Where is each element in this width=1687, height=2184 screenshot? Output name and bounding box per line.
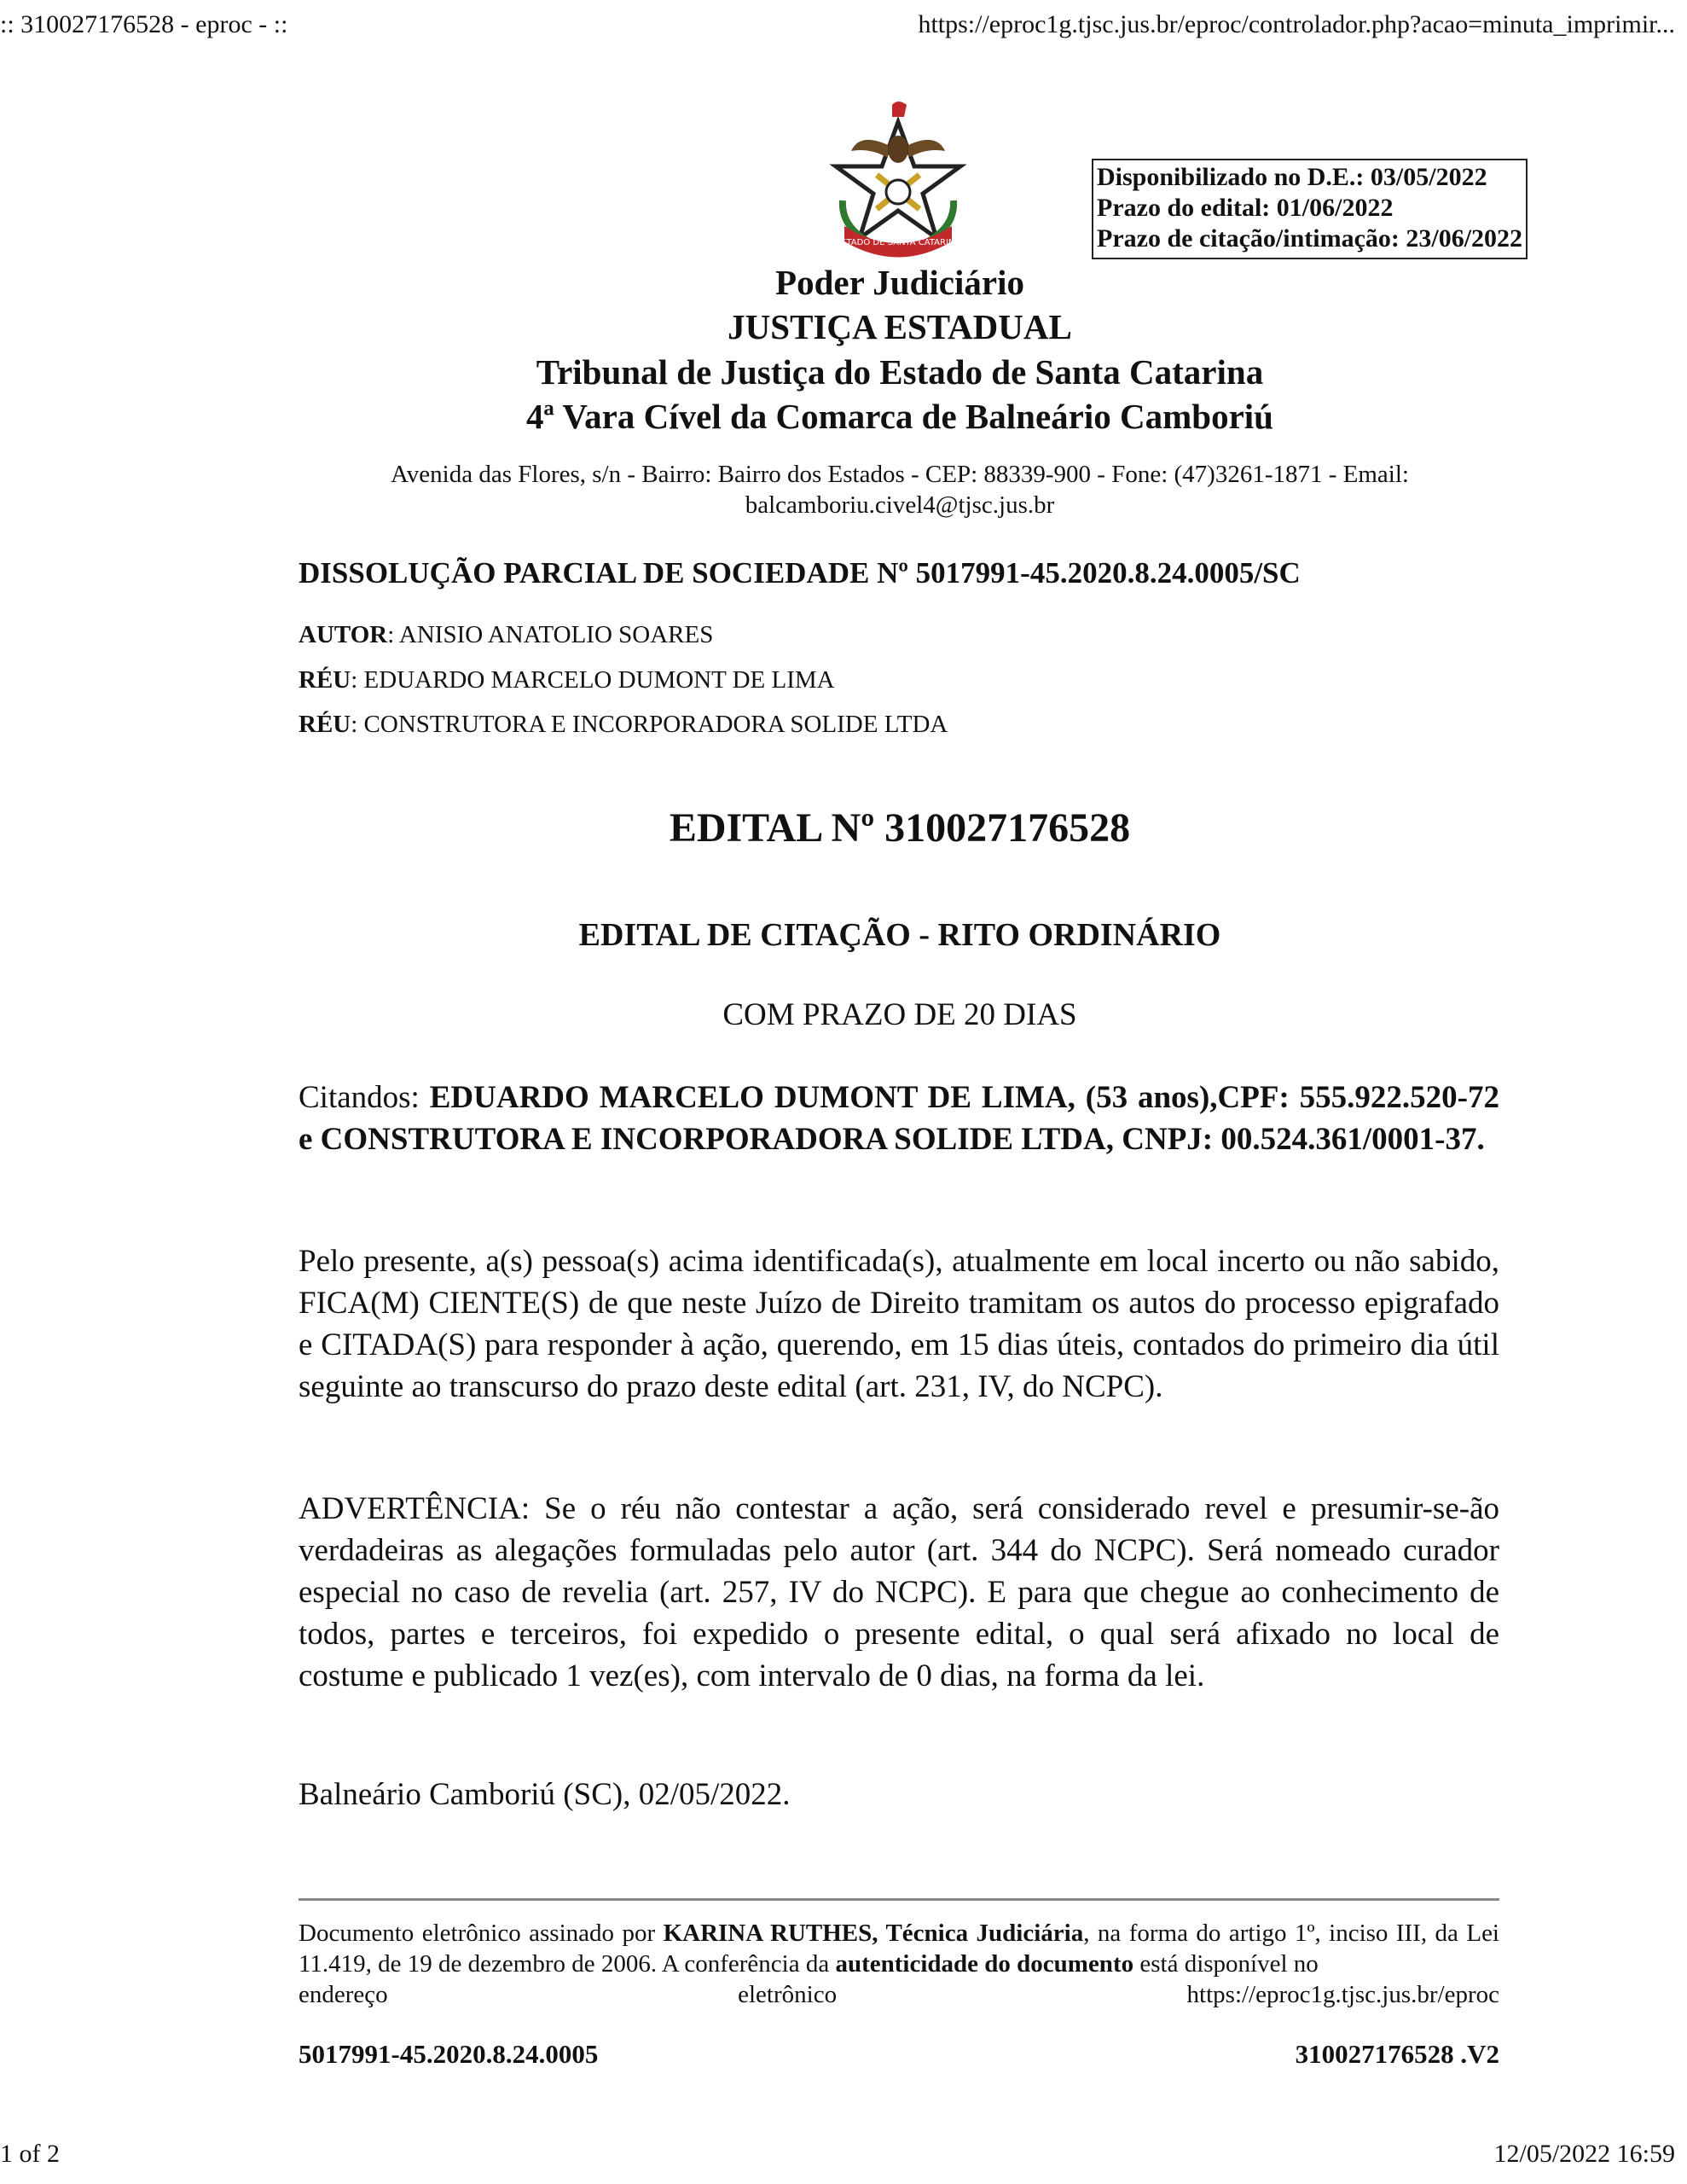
party-role: RÉU (299, 666, 351, 694)
party-name: : CONSTRUTORA E INCORPORADORA SOLIDE LTDA (351, 711, 948, 738)
heading-line-3: Tribunal de Justiça do Estado de Santa Catarina (536, 352, 1264, 392)
availability-date: Disponibilizado no D.E.: 03/05/2022 (1097, 163, 1487, 191)
process-title: DISSOLUÇÃO PARCIAL DE SOCIEDADE Nº 5017991-45.2020.8.24.0005/SC (299, 556, 1301, 590)
citandos-paragraph (299, 1077, 1499, 1160)
party-name: : ANISIO ANATOLIO SOARES (387, 621, 714, 648)
citation-deadline: Prazo de citação/intimação: 23/06/2022 (1097, 224, 1523, 253)
print-header-title: :: 310027176528 - eproc - :: (0, 10, 288, 38)
document-version-footer: 310027176528 .V2 (1295, 2039, 1499, 2069)
signature-block (299, 1918, 1499, 2010)
party-role: RÉU (299, 711, 351, 738)
edital-deadline: Prazo do edital: 01/06/2022 (1097, 194, 1394, 222)
place-date: Balneário Camboriú (SC), 02/05/2022. (299, 1777, 791, 1812)
party-name: : EDUARDO MARCELO DUMONT DE LIMA (351, 666, 835, 694)
seal-banner: ESTADO DE SANTA CATARINA (835, 238, 961, 247)
print-page-number: 1 of 2 (0, 2140, 60, 2168)
publication-dates-box (1092, 159, 1528, 259)
citandos-label: Citandos: (299, 1080, 430, 1115)
signer-name: KARINA RUTHES, Técnica Judiciária (663, 1920, 1084, 1947)
court-address (324, 459, 1475, 520)
party-author (299, 621, 1499, 649)
party-defendant-2 (299, 711, 1499, 739)
citandos-names: EDUARDO MARCELO DUMONT DE LIMA, (53 anos),CPF: 555.922.520-72 e CONSTRUTORA E INCORPORADORA SOLIDE LTDA, CNPJ: 00.524.361/0001-37. (299, 1080, 1499, 1157)
warning-paragraph: ADVERTÊNCIA: Se o réu não contestar a ação, será considerado revel e presumir-se-ão verdadeiras as alegações formuladas pelo autor (art. 344 do NCPC). Será nomeado curador especial no caso de revelia (art. 257, IV do NCPC). E para que chegue ao conhecimento de todos, partes e terceiros, foi expedido o presente edital, o qual será afixado no local de costume e publicado 1 vez(es), com intervalo de 0 dias, na forma da lei. (299, 1491, 1499, 1693)
heading-line-2: JUSTIÇA ESTADUAL (728, 307, 1072, 346)
divider (299, 1898, 1499, 1901)
party-defendant-1 (299, 666, 1499, 694)
coat-of-arms-icon (826, 98, 971, 258)
heading-line-4: 4ª Vara Cível da Comarca de Balneário Camboriú (526, 397, 1273, 436)
signature-word: endereço (299, 1981, 388, 2008)
signature-text: está disponível no (1133, 1950, 1319, 1978)
edital-term: COM PRAZO DE 20 DIAS (722, 997, 1077, 1032)
print-header-url: https://eproc1g.tjsc.jus.br/eproc/controlador.php?acao=minuta_imprimir... (918, 10, 1675, 38)
heading-line-1: Poder Judiciário (775, 263, 1024, 302)
verification-url[interactable]: https://eproc1g.tjsc.jus.br/eproc (1186, 1981, 1499, 2008)
citation-paragraph: Pelo presente, a(s) pessoa(s) acima identificada(s), atualmente em local incerto ou não sabido, FICA(M) CIENTE(S) de que neste Juízo de Direito tramitam os autos do processo epigrafado e CITADA(S) para responder à ação, querendo, em 15 dias úteis, contados do primeiro dia útil seguinte ao transcurso do prazo deste edital (art. 231, IV, do NCPC). (299, 1244, 1499, 1404)
signature-text: Documento eletrônico assinado por (299, 1920, 664, 1947)
party-role: AUTOR (299, 621, 388, 648)
edital-number: EDITAL Nº 310027176528 (669, 805, 1131, 851)
edital-type: EDITAL DE CITAÇÃO - RITO ORDINÁRIO (578, 917, 1221, 953)
print-datetime: 12/05/2022 16:59 (1493, 2140, 1675, 2168)
signature-word: eletrônico (738, 1981, 838, 2008)
address-email: balcamboriu.civel4@tjsc.jus.br (745, 491, 1055, 519)
address-line-1: Avenida das Flores, s/n - Bairro: Bairro dos Estados - CEP: 88339-900 - Fone: (47)3261-1871 - Email: (391, 461, 1409, 488)
signature-last-line (299, 1979, 1499, 2010)
process-number-footer: 5017991-45.2020.8.24.0005 (299, 2039, 599, 2069)
authenticity-label: autenticidade do documento (835, 1950, 1134, 1978)
signature-text: , na forma do artigo 1º, inciso III, da Lei 11.419, de 19 de dezembro de 2006. A conferência da (299, 1920, 1499, 1978)
